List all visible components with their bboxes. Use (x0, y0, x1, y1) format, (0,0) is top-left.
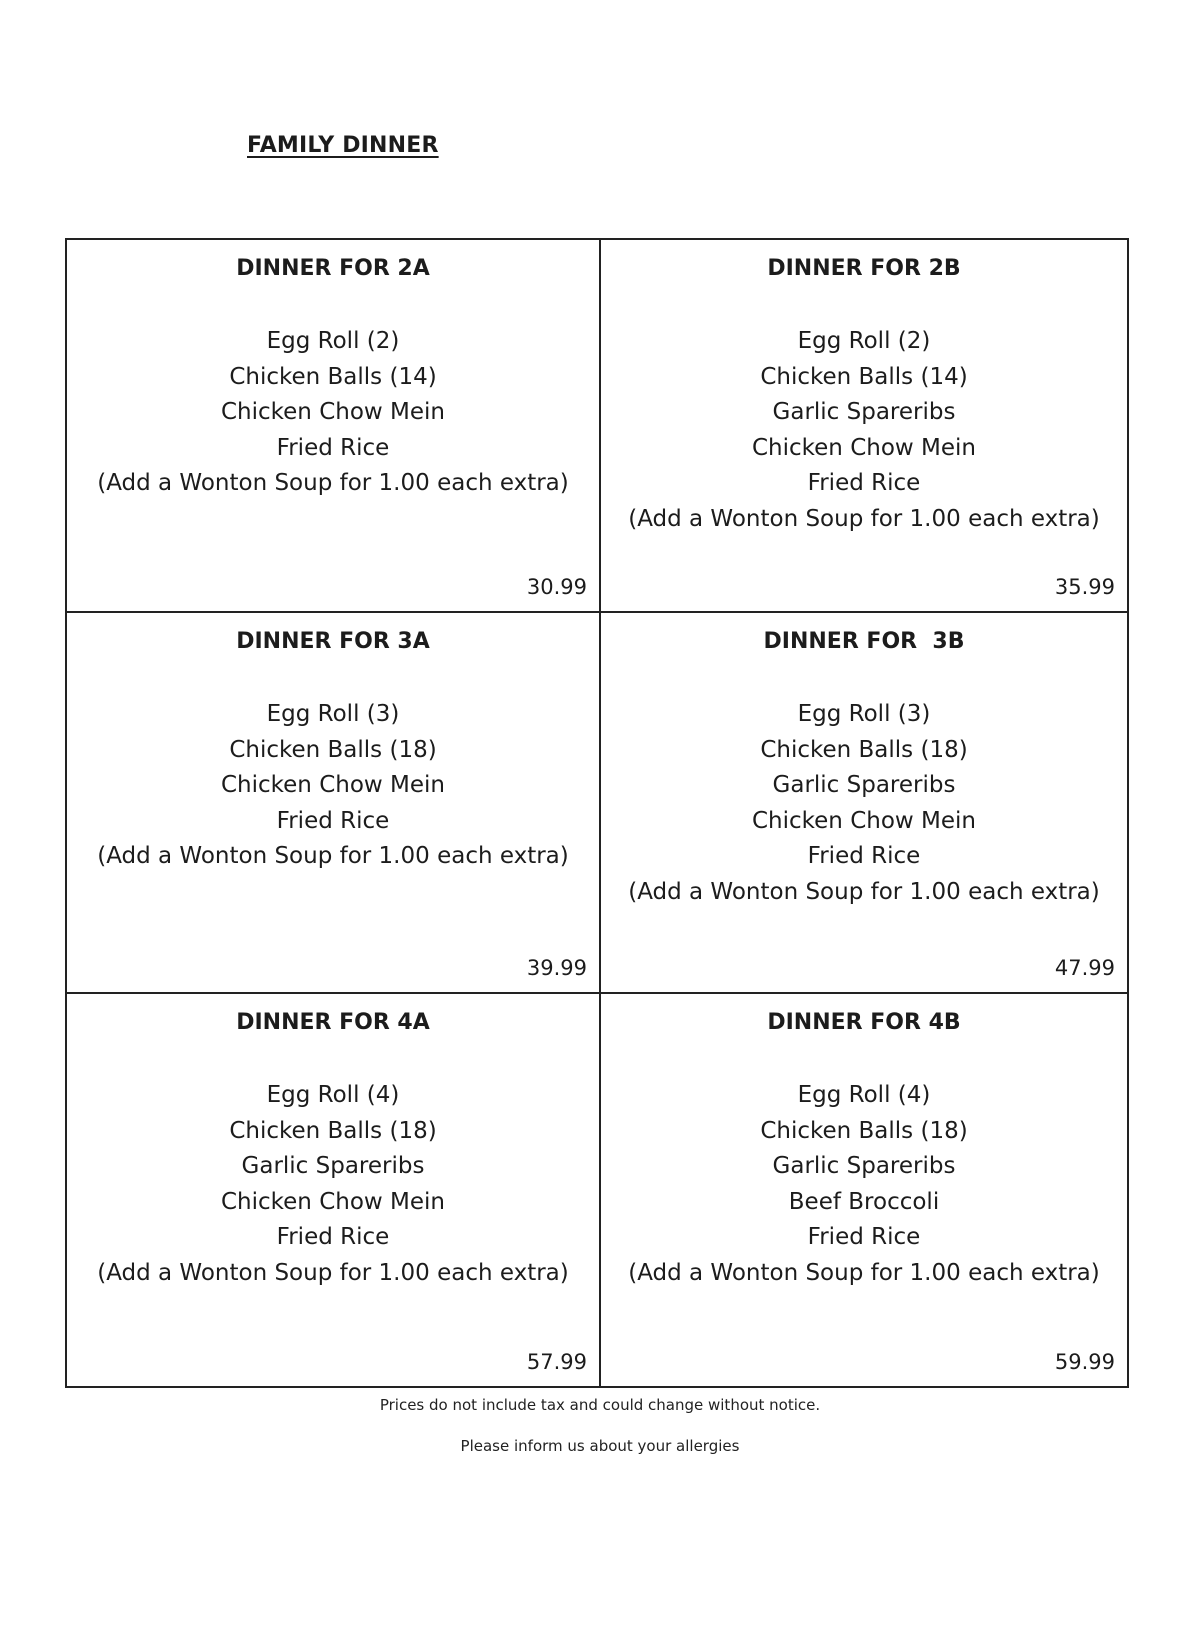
dinner-menu-table (65, 238, 1129, 1388)
dinner-price: 30.99 (526, 575, 587, 599)
dinner-item: Beef Broccoli (788, 1188, 940, 1215)
dinner-card (601, 613, 1127, 992)
dinner-name: DINNER FOR 4A (236, 1010, 430, 1035)
dinner-item-list (67, 697, 599, 875)
dinner-price: 35.99 (1054, 575, 1115, 599)
dinner-item-list (67, 324, 599, 502)
dinner-item: (Add a Wonton Soup for 1.00 each extra) (97, 843, 569, 869)
dinner-card (601, 994, 1127, 1386)
dinner-item: Chicken Chow Mein (220, 1188, 445, 1215)
dinner-price: 47.99 (1054, 956, 1115, 980)
dinner-name: DINNER FOR 2A (236, 256, 430, 281)
dinner-item: Egg Roll (4) (266, 1082, 400, 1108)
dinner-price: 39.99 (526, 956, 587, 980)
dinner-item: Chicken Balls (14) (760, 363, 968, 390)
dinner-item: (Add a Wonton Soup for 1.00 each extra) (628, 505, 1100, 532)
dinner-item: Egg Roll (3) (266, 701, 400, 727)
dinner-name: DINNER FOR 3B (763, 629, 965, 654)
dinner-item: Egg Roll (2) (797, 328, 931, 354)
dinner-card (67, 613, 599, 992)
dinner-item: Egg Roll (4) (797, 1082, 931, 1108)
allergy-notice: Please inform us about your allergies (460, 1437, 740, 1455)
dinner-item: (Add a Wonton Soup for 1.00 each extra) (97, 1259, 569, 1286)
dinner-item: Fried Rice (276, 1224, 390, 1250)
dinner-item-list (67, 1078, 599, 1291)
dinner-item: Fried Rice (276, 807, 390, 834)
dinner-item: Egg Roll (2) (266, 328, 400, 354)
dinner-item-list (601, 1078, 1127, 1291)
dinner-price: 59.99 (1054, 1350, 1115, 1374)
dinner-item: Chicken Chow Mein (751, 434, 976, 461)
dinner-card (601, 240, 1127, 611)
dinner-item: Fried Rice (807, 843, 921, 869)
dinner-item: Chicken Chow Mein (220, 772, 445, 798)
dinner-item-list (601, 324, 1127, 537)
dinner-item: Egg Roll (3) (797, 701, 931, 727)
dinner-item: Chicken Balls (18) (760, 1117, 968, 1144)
dinner-name: DINNER FOR 3A (236, 629, 430, 654)
dinner-item: Garlic Spareribs (772, 399, 956, 425)
dinner-item: Garlic Spareribs (241, 1153, 425, 1179)
dinner-item: Garlic Spareribs (772, 1153, 956, 1179)
dinner-item: Fried Rice (807, 470, 921, 496)
dinner-card (67, 994, 599, 1386)
dinner-item-list (601, 697, 1127, 910)
dinner-item: Chicken Balls (14) (229, 363, 437, 390)
dinner-item: Chicken Balls (18) (229, 1117, 437, 1144)
dinner-item: Chicken Chow Mein (751, 807, 976, 834)
dinner-item: Fried Rice (276, 434, 390, 461)
dinner-item: Garlic Spareribs (772, 772, 956, 798)
dinner-item: (Add a Wonton Soup for 1.00 each extra) (628, 878, 1100, 905)
dinner-name: DINNER FOR 2B (767, 256, 961, 281)
dinner-name: DINNER FOR 4B (767, 1010, 961, 1035)
tax-notice: Prices do not include tax and could change without notice. (379, 1396, 821, 1414)
dinner-item: Chicken Balls (18) (229, 736, 437, 763)
dinner-item: Chicken Balls (18) (760, 736, 968, 763)
dinner-item: (Add a Wonton Soup for 1.00 each extra) (628, 1259, 1100, 1286)
dinner-price: 57.99 (526, 1350, 587, 1374)
dinner-card (67, 240, 599, 611)
dinner-item: Fried Rice (807, 1224, 921, 1250)
page-title: FAMILY DINNER (247, 133, 439, 158)
dinner-item: Chicken Chow Mein (220, 399, 445, 425)
dinner-item: (Add a Wonton Soup for 1.00 each extra) (97, 470, 569, 496)
